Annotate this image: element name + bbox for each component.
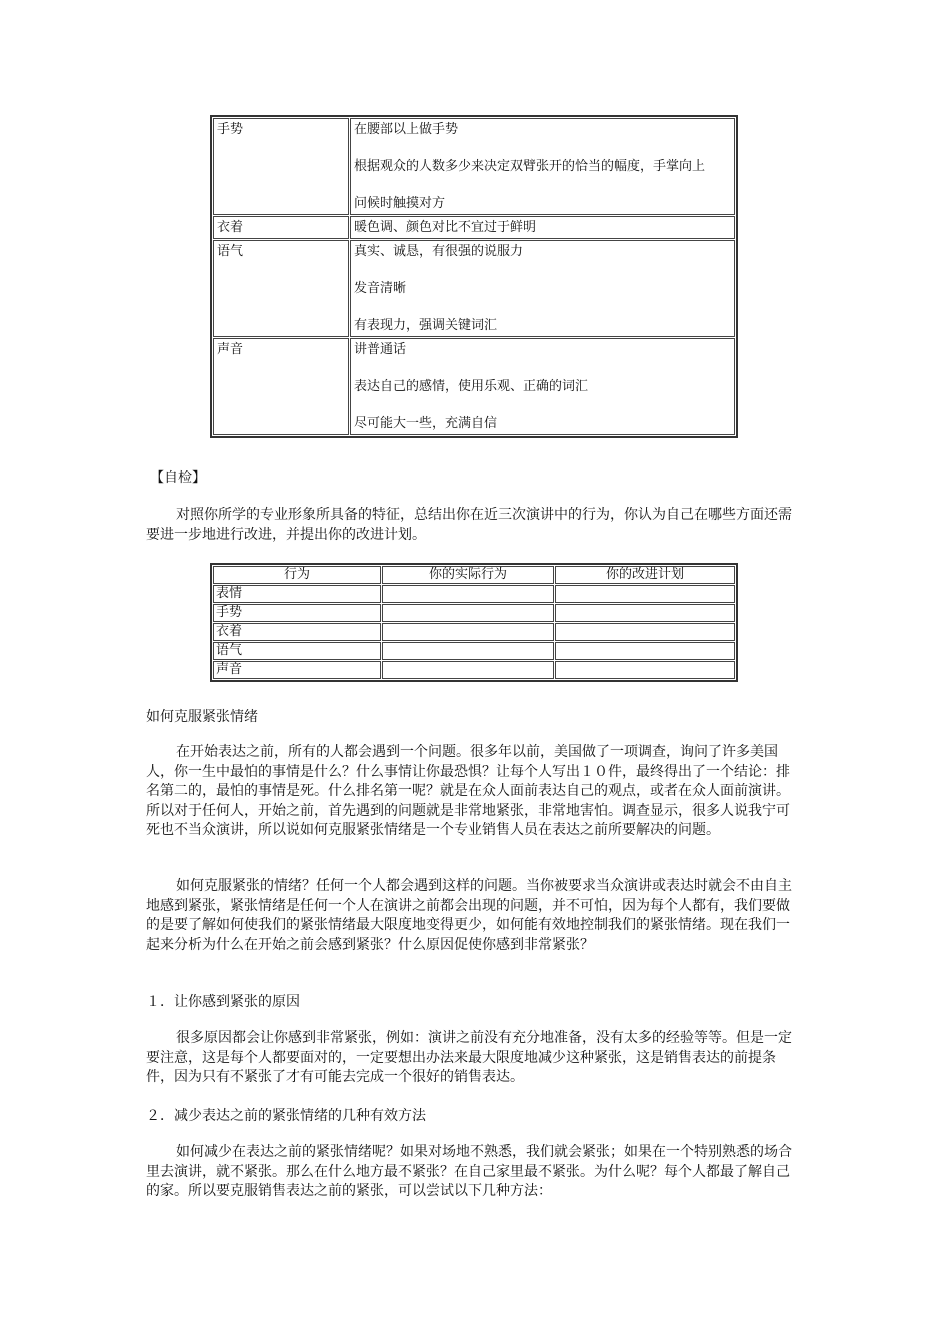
trait-line: 尽可能大一些，充满自信	[354, 416, 498, 431]
table-row	[213, 240, 735, 337]
behavior-cell: 衣着	[213, 623, 381, 641]
improvement-plan-cell[interactable]	[555, 661, 735, 679]
body-paragraph: 在开始表达之前，所有的人都会遇到一个问题。很多年以前，美国做了一项调查，询问了许多美国人，你一生中最怕的事情是什么？什么事情让你最恐惧？让每个人写出１０件，最终得出了一个结论：排名第二的，最怕的事情是死。什么排名第一呢？就是在众人面前表达自己的观点，或者在众人面前演讲。所以对于任何人，开始之前，首先遇到的问题就是非常地紧张，非常地害怕。调查显示，很多人说我宁可死也不当众演讲，所以说如何克服紧张情绪是一个专业销售人员在表达之前所要解决的问题。	[146, 744, 790, 838]
trait-line: 有表现力，强调关键词汇	[354, 318, 498, 333]
actual-behavior-cell[interactable]	[382, 585, 554, 603]
behavior-cell: 手势	[213, 604, 381, 622]
table-row	[213, 118, 735, 215]
subheading: ２．减少表达之前的紧张情绪的几种有效方法	[146, 1108, 426, 1124]
column-header: 行为	[213, 566, 381, 584]
improvement-plan-cell[interactable]	[555, 623, 735, 641]
table-header-row	[213, 566, 735, 584]
trait-line: 问候时触摸对方	[354, 196, 446, 211]
behavior-cell: 表情	[213, 585, 381, 603]
trait-label: 语气	[213, 240, 349, 337]
table-row	[213, 642, 735, 660]
column-header: 你的改进计划	[555, 566, 735, 584]
trait-label: 衣着	[213, 216, 349, 239]
self-check-paragraph: 对照你所学的专业形象所具备的特征，总结出你在近三次演讲中的行为，你认为自己在哪些方面还需要进一步地进行改进，并提出你的改进计划。	[146, 507, 792, 543]
self-check-heading: 【自检】	[150, 470, 206, 486]
body-paragraph: 如何克服紧张的情绪？任何一个人都会遇到这样的问题。当你被要求当众演讲或表达时就会不由自主地感到紧张，紧张情绪是任何一个人在演讲之前都会出现的问题，并不可怕，因为每个人都有，我们要做的是要了解如何使我们的紧张情绪最大限度地变得更少，如何能有效地控制我们的紧张情绪。现在我们一起来分析为什么在开始之前会感到紧张？什么原因促使你感到非常紧张？	[146, 878, 792, 953]
body-paragraph: 如何减少在表达之前的紧张情绪呢？如果对场地不熟悉，我们就会紧张；如果在一个特别熟悉的场合里去演讲，就不紧张。那么在什么地方最不紧张？在自己家里最不紧张。为什么呢？每个人都最了解自己的家。所以要克服销售表达之前的紧张，可以尝试以下几种方法：	[146, 1144, 792, 1199]
section-title: 如何克服紧张情绪	[146, 709, 258, 725]
table-row	[213, 661, 735, 679]
trait-line: 根据观众的人数多少来决定双臂张开的恰当的幅度，手掌向上	[354, 159, 706, 174]
trait-line: 真实、诚恳，有很强的说服力	[354, 244, 524, 259]
improvement-plan-cell[interactable]	[555, 642, 735, 660]
trait-description	[350, 338, 735, 435]
improvement-plan-cell[interactable]	[555, 585, 735, 603]
trait-description	[350, 216, 735, 239]
trait-line: 讲普通话	[354, 342, 407, 357]
actual-behavior-cell[interactable]	[382, 604, 554, 622]
trait-line: 表达自己的感情，使用乐观、正确的词汇	[354, 379, 589, 394]
behavior-cell: 语气	[213, 642, 381, 660]
trait-description	[350, 118, 735, 215]
trait-label: 声音	[213, 338, 349, 435]
actual-behavior-cell[interactable]	[382, 661, 554, 679]
trait-label: 手势	[213, 118, 349, 215]
body-paragraph: 很多原因都会让你感到非常紧张，例如：演讲之前没有充分地准备，没有太多的经验等等。但是一定要注意，这是每个人都要面对的，一定要想出办法来最大限度地减少这种紧张，这是销售表达的前提条件，因为只有不紧张了才有可能去完成一个很好的销售表达。	[146, 1030, 792, 1085]
behavior-cell: 声音	[213, 661, 381, 679]
subheading: １．让你感到紧张的原因	[146, 994, 300, 1010]
table-row	[213, 623, 735, 641]
table-row	[213, 338, 735, 435]
image-traits-table	[210, 115, 738, 438]
table-row	[213, 216, 735, 239]
table-row	[213, 604, 735, 622]
self-check-table	[210, 563, 738, 682]
table-row	[213, 585, 735, 603]
trait-line: 暖色调、颜色对比不宜过于鲜明	[354, 220, 537, 235]
actual-behavior-cell[interactable]	[382, 642, 554, 660]
trait-description	[350, 240, 735, 337]
actual-behavior-cell[interactable]	[382, 623, 554, 641]
trait-line: 在腰部以上做手势	[354, 122, 459, 137]
improvement-plan-cell[interactable]	[555, 604, 735, 622]
trait-line: 发音清晰	[354, 281, 407, 296]
column-header: 你的实际行为	[382, 566, 554, 584]
